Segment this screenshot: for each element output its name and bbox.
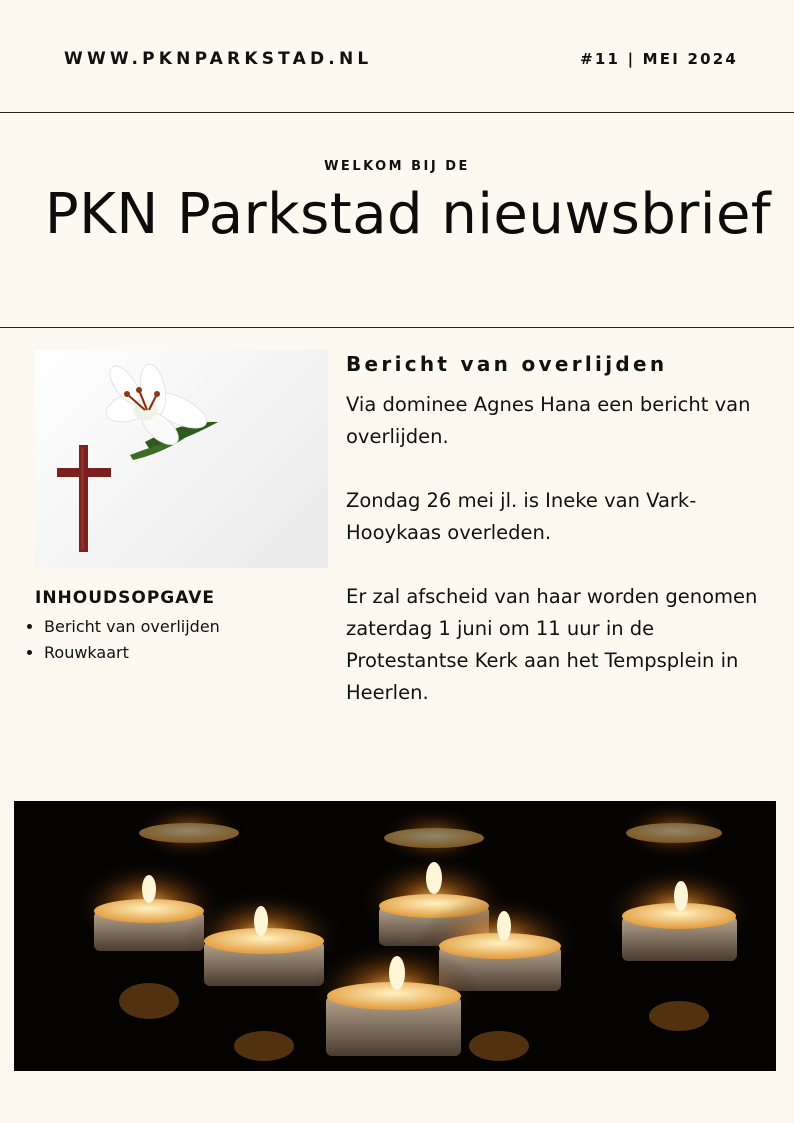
article-paragraph: Er zal afscheid van haar worden genomen zaterdag 1 juni om 11 uur in de Protestantse Kerk aan het Tempsplein in Heerlen. <box>346 585 758 704</box>
divider-mid <box>0 327 794 328</box>
welcome-kicker: WELKOM BIJ DE <box>324 159 470 174</box>
candles-image <box>14 801 776 1071</box>
lily-cross-image <box>35 350 328 568</box>
article-paragraph: Via dominee Agnes Hana een bericht van overlijden. <box>346 393 751 448</box>
article-body <box>346 389 766 741</box>
website-url: WWW.PKNPARKSTAD.NL <box>64 49 373 69</box>
toc-title: INHOUDSOPGAVE <box>35 588 216 608</box>
toc-item: • Rouwkaart <box>44 640 220 666</box>
article-title: Bericht van overlijden <box>346 352 668 376</box>
toc-list <box>22 614 220 666</box>
article-paragraph: Zondag 26 mei jl. is Ineke van Vark-Hooykaas overleden. <box>346 489 697 544</box>
divider-top <box>0 112 794 113</box>
issue-date: #11 | MEI 2024 <box>580 50 738 68</box>
toc-item: • Bericht van overlijden <box>44 614 220 640</box>
newsletter-title: PKN Parkstad nieuwsbrief <box>44 182 772 247</box>
